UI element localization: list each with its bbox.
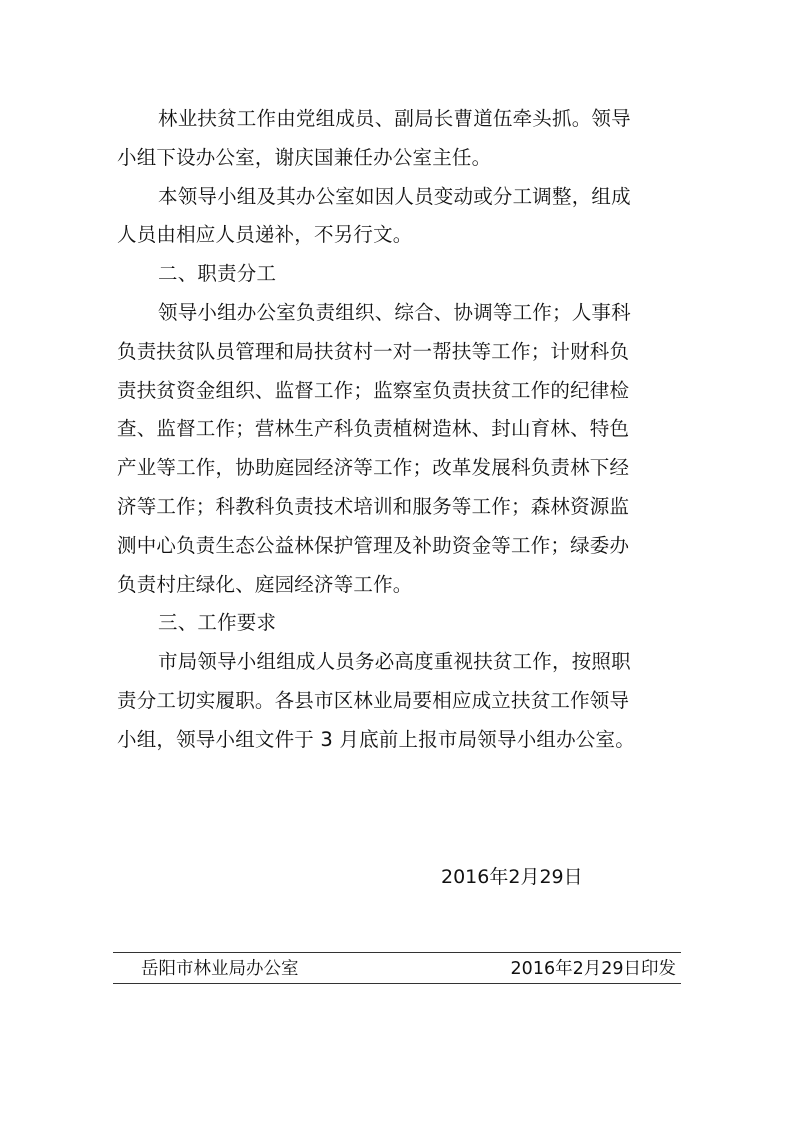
section-heading: 二、职责分工 xyxy=(158,262,277,286)
text-line: 市局领导小组组成人员务必高度重视扶贫工作，按照职 xyxy=(158,650,631,674)
text-line: 济等工作；科教科负责技术培训和服务等工作；森林资源监 xyxy=(117,494,630,518)
text-line: 小组下设办公室，谢庆国兼任办公室主任。 xyxy=(117,145,492,169)
text-line: 产业等工作，协助庭园经济等工作；改革发展科负责林下经 xyxy=(117,456,630,480)
text-line: 领导小组办公室负责组织、综合、协调等工作；人事科 xyxy=(158,300,631,324)
document-date: 2016年2月29日 xyxy=(441,866,583,888)
text-line: 责分工切实履职。各县市区林业局要相应成立扶贫工作领导 xyxy=(117,688,630,712)
text-line: 林业扶贫工作由党组成员、副局长曹道伍牵头抓。领导 xyxy=(158,107,631,130)
section-heading: 三、工作要求 xyxy=(158,611,277,635)
text-line: 人员由相应人员递补，不另行文。 xyxy=(117,223,413,247)
footer-top-rule xyxy=(113,952,681,953)
text-line: 测中心负责生态公益林保护管理及补助资金等工作；绿委办 xyxy=(117,533,630,557)
footer-issue-date: 2016年2月29日印发 xyxy=(510,959,676,979)
document-body xyxy=(117,100,677,760)
footer-issuer: 岳阳市林业局办公室 xyxy=(141,959,299,979)
footer-bottom-rule xyxy=(113,983,681,984)
text-line: 负责扶贫队员管理和局扶贫村一对一帮扶等工作；计财科负 xyxy=(117,339,630,363)
text-line: 负责村庄绿化、庭园经济等工作。 xyxy=(117,572,413,596)
text-line: 本领导小组及其办公室如因人员变动或分工调整，组成 xyxy=(158,184,631,208)
text-line: 责扶贫资金组织、监督工作；监察室负责扶贫工作的纪律检 xyxy=(117,378,630,402)
text-line: 小组，领导小组文件于 3 月底前上报市局领导小组办公室。 xyxy=(117,727,635,751)
text-line: 查、监督工作；营林生产科负责植树造林、封山育林、特色 xyxy=(117,417,630,441)
